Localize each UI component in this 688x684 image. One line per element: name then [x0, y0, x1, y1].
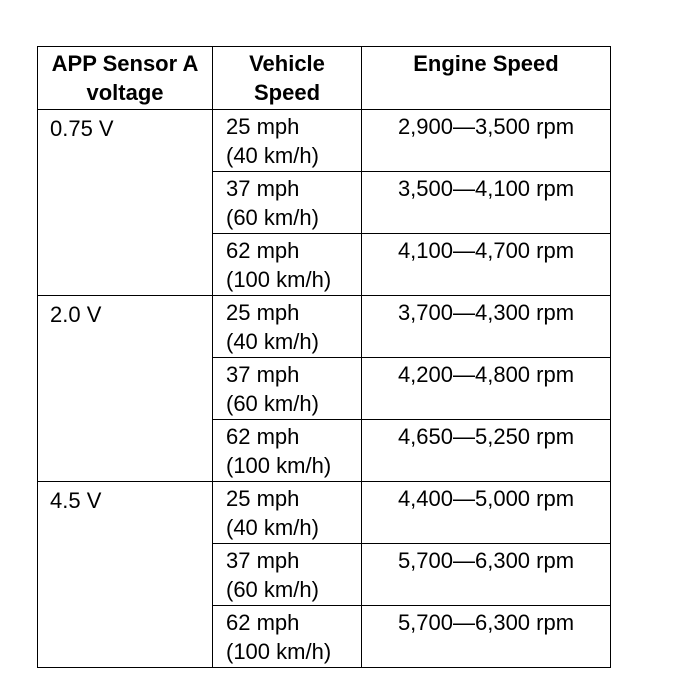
header-text-line: Speed [253, 80, 321, 105]
voltage-cell: 0.75 V [38, 110, 213, 296]
engine-speed-cell: 4,650—5,250 rpm [362, 420, 611, 482]
header-app-sensor-voltage [38, 47, 213, 110]
engine-speed-cell: 3,700—4,300 rpm [362, 296, 611, 358]
vehicle-speed-cell [213, 110, 362, 172]
speed-mph: 25 mph [226, 300, 300, 325]
vehicle-speed-cell [213, 234, 362, 296]
voltage-cell: 4.5 V [38, 482, 213, 668]
engine-speed-cell: 5,700—6,300 rpm [362, 544, 611, 606]
header-text-line: Engine Speed [413, 51, 559, 76]
vehicle-speed-cell [213, 420, 362, 482]
engine-speed-cell: 4,400—5,000 rpm [362, 482, 611, 544]
header-row [38, 47, 611, 110]
speed-mph: 62 mph [226, 424, 300, 449]
header-text-line: Vehicle [249, 51, 325, 76]
table-row [38, 482, 611, 544]
speed-kmh: (100 km/h) [226, 267, 332, 292]
speed-kmh: (40 km/h) [226, 515, 319, 540]
vehicle-speed-cell [213, 544, 362, 606]
header-engine-speed [362, 47, 611, 110]
engine-speed-cell: 2,900—3,500 rpm [362, 110, 611, 172]
vehicle-speed-cell [213, 172, 362, 234]
speed-mph: 25 mph [226, 114, 300, 139]
vehicle-speed-cell [213, 606, 362, 668]
speed-mph: 62 mph [226, 238, 300, 263]
engine-speed-cell: 4,100—4,700 rpm [362, 234, 611, 296]
engine-speed-cell: 4,200—4,800 rpm [362, 358, 611, 420]
speed-kmh: (100 km/h) [226, 639, 332, 664]
speed-mph: 37 mph [226, 176, 300, 201]
table-row [38, 110, 611, 172]
header-vehicle-speed [213, 47, 362, 110]
header-text-line: voltage [86, 80, 164, 105]
speed-kmh: (100 km/h) [226, 453, 332, 478]
speed-kmh: (60 km/h) [226, 205, 319, 230]
engine-speed-cell: 5,700—6,300 rpm [362, 606, 611, 668]
voltage-cell: 2.0 V [38, 296, 213, 482]
speed-kmh: (60 km/h) [226, 577, 319, 602]
speed-mph: 37 mph [226, 548, 300, 573]
engine-speed-spec-table [37, 46, 611, 668]
vehicle-speed-cell [213, 358, 362, 420]
engine-speed-cell: 3,500—4,100 rpm [362, 172, 611, 234]
speed-kmh: (60 km/h) [226, 391, 319, 416]
vehicle-speed-cell [213, 482, 362, 544]
vehicle-speed-cell [213, 296, 362, 358]
speed-kmh: (40 km/h) [226, 329, 319, 354]
speed-kmh: (40 km/h) [226, 143, 319, 168]
speed-mph: 62 mph [226, 610, 300, 635]
speed-mph: 37 mph [226, 362, 300, 387]
header-text-line: APP Sensor A [51, 51, 199, 76]
table-row [38, 296, 611, 358]
speed-mph: 25 mph [226, 486, 300, 511]
